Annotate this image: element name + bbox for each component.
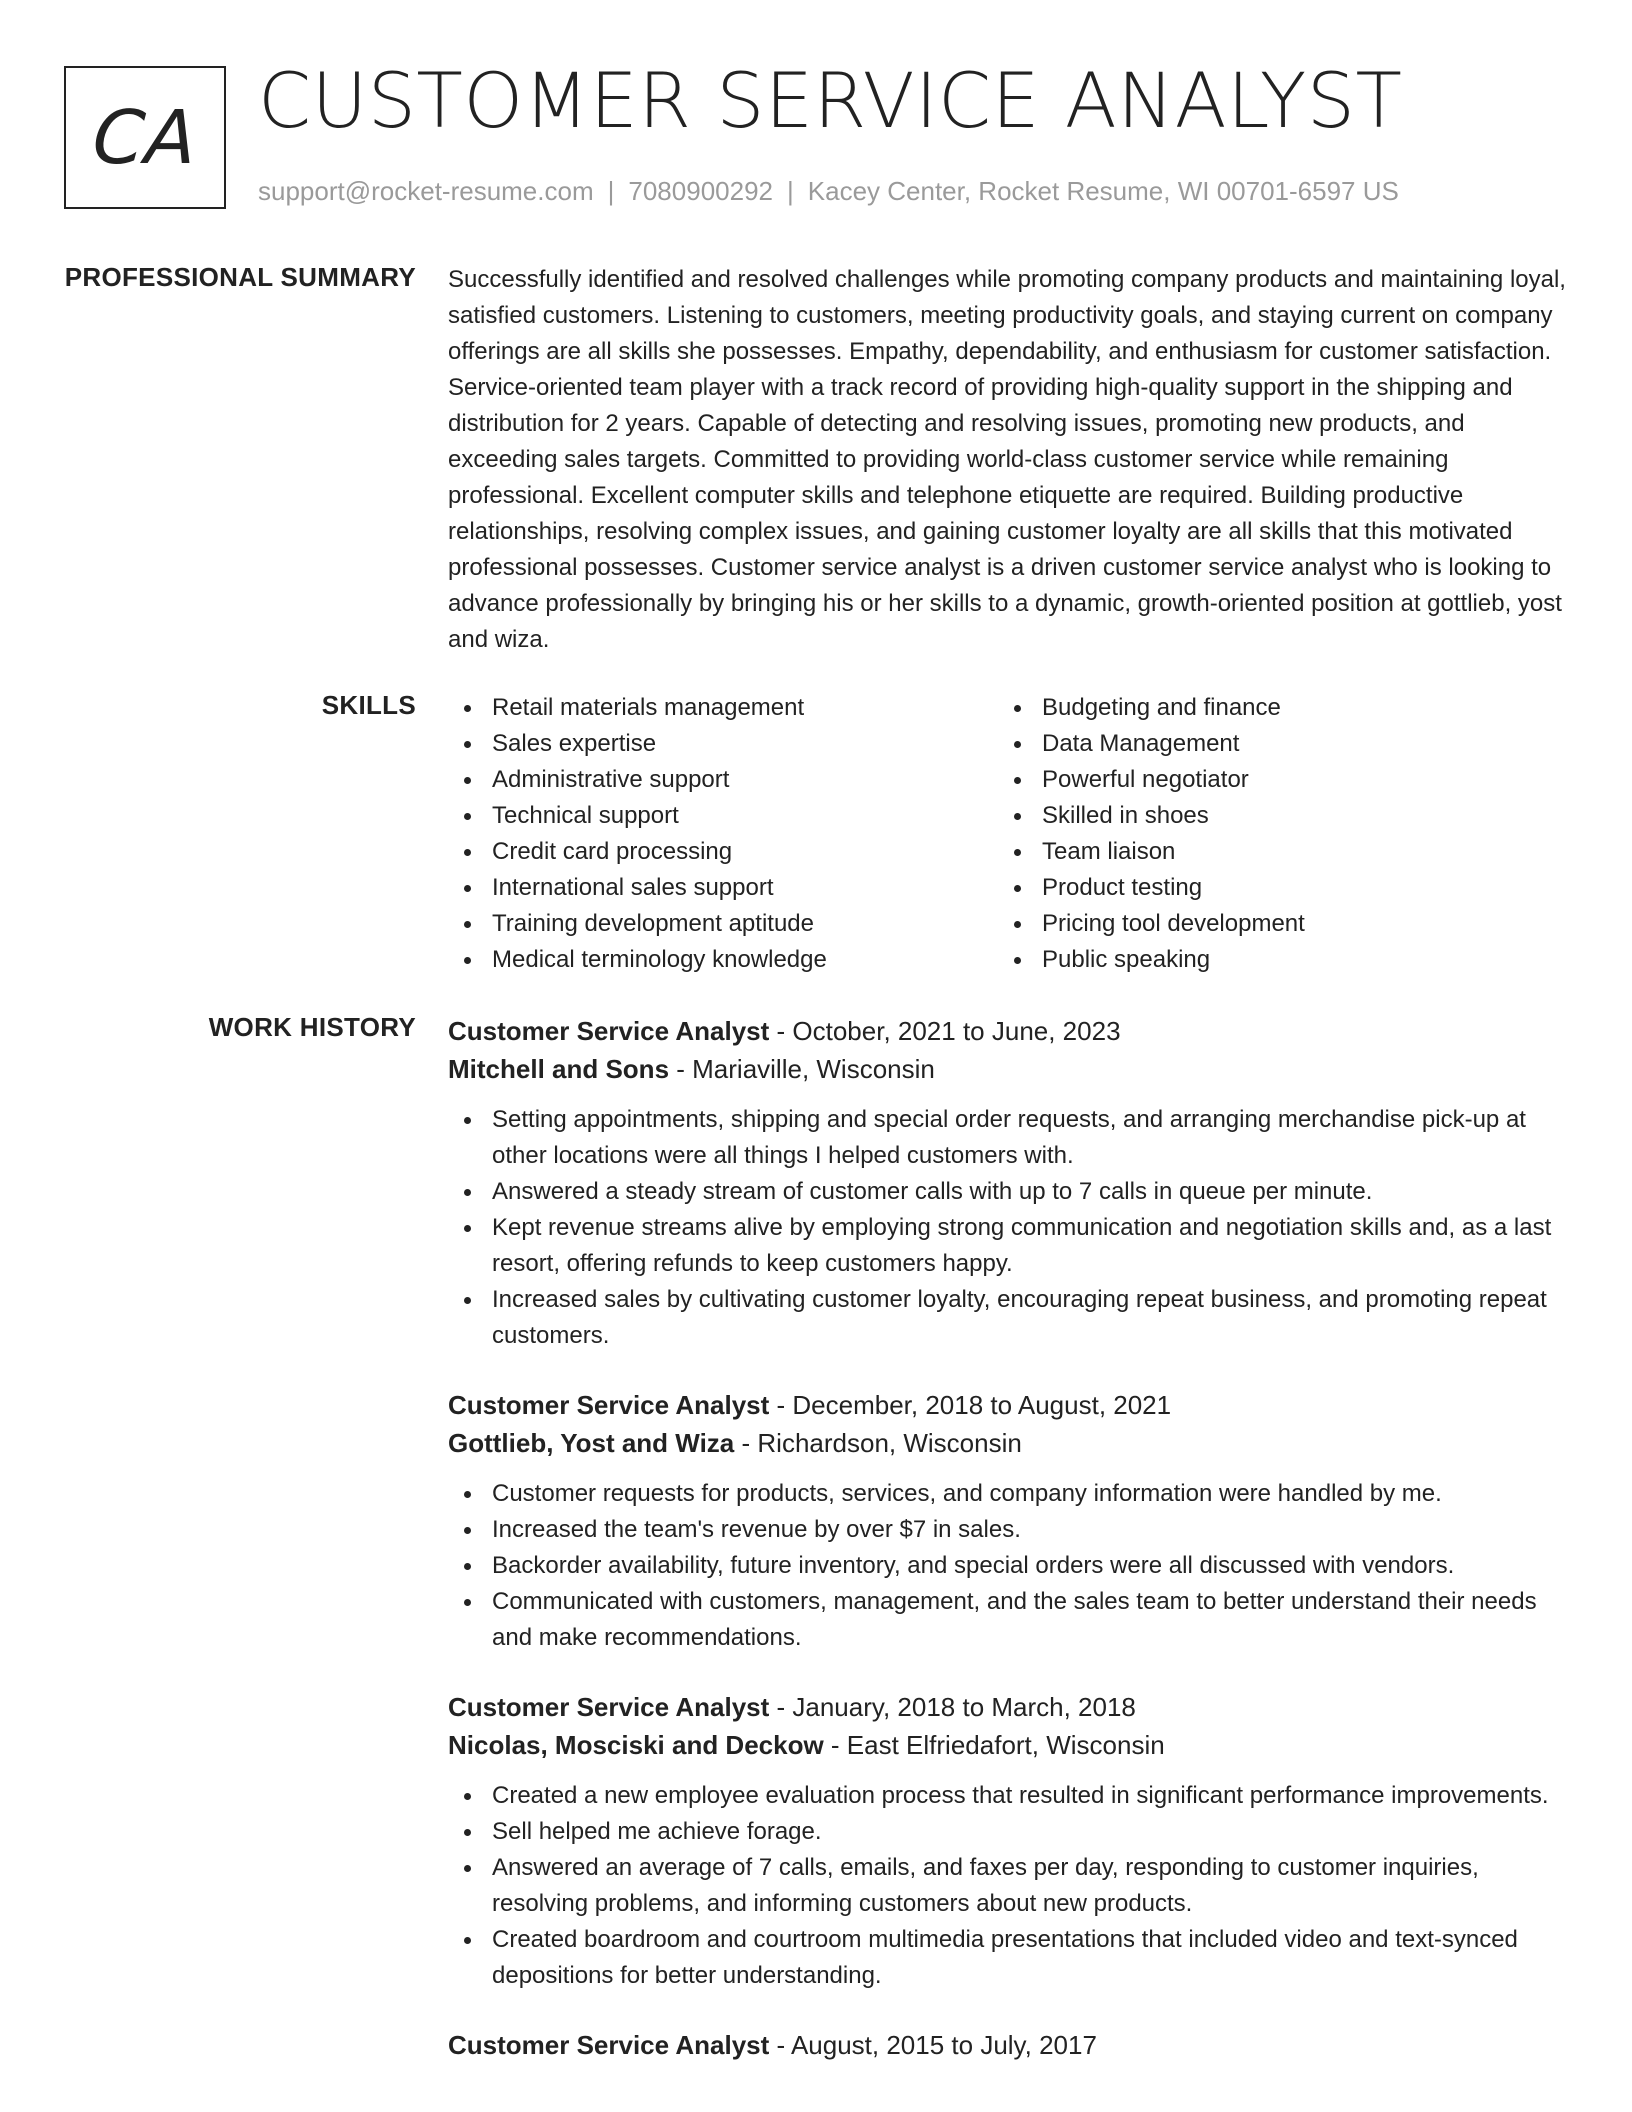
skill-item: Skilled in shoes	[998, 798, 1548, 834]
job-bullets	[448, 1102, 1568, 1354]
monogram-badge	[64, 66, 226, 209]
monogram-initials: CA	[89, 94, 201, 181]
job-company: Gottlieb, Yost and Wiza	[448, 1428, 735, 1458]
job-dates: - October, 2021 to June, 2023	[769, 1016, 1121, 1046]
job-dates: - December, 2018 to August, 2021	[769, 1390, 1172, 1420]
summary-heading: PROFESSIONAL SUMMARY	[64, 262, 416, 292]
job-location: - Mariaville, Wisconsin	[669, 1054, 935, 1084]
job-title-line	[448, 1012, 1568, 1050]
job-title: Customer Service Analyst	[448, 1692, 770, 1722]
skill-item: Data Management	[998, 726, 1548, 762]
skill-item: Team liaison	[998, 834, 1548, 870]
skill-item: Budgeting and finance	[998, 690, 1548, 726]
summary-text: Successfully identified and resolved challenges while promoting company products and maintaining loyal, satisfied customers. Listening to customers, meeting productivity goals, and staying current on company offerings are all skills she possesses. Empathy, dependability, and enthusiasm for customer satisfaction. Service-oriented team player with a track record of providing high-quality support in the shipping and distribution for 2 years. Capable of detecting and resolving issues, promoting new products, and exceeding sales targets. Committed to providing world-class customer service while remaining professional. Excellent computer skills and telephone etiquette are required. Building productive relationships, resolving complex issues, and gaining customer loyalty are all skills that this motivated professional possesses. Customer service analyst is a driven customer service analyst who is looking to advance professionally by bringing his or her skills to a dynamic, growth-oriented position at gottlieb, yost and wiza.	[448, 266, 1566, 653]
skill-item: Administrative support	[448, 762, 998, 798]
job-title: Customer Service Analyst	[448, 2030, 770, 2060]
contact-email: support@rocket-resume.com	[258, 176, 594, 206]
contact-separator: |	[787, 176, 794, 206]
job-company-line	[448, 1726, 1568, 1764]
skill-item: Product testing	[998, 870, 1548, 906]
job-location: - East Elfriedafort, Wisconsin	[823, 1730, 1165, 1760]
job-bullet: Increased the team's revenue by over $7 in sales.	[448, 1512, 1568, 1548]
job-title-line	[448, 1688, 1568, 1726]
skill-item: Training development aptitude	[448, 906, 998, 942]
work-history-heading: WORK HISTORY	[208, 1012, 416, 1042]
job-entry	[448, 1012, 1568, 1354]
skill-item: Technical support	[448, 798, 998, 834]
job-bullet: Communicated with customers, management, and the sales team to better understand their needs and make recommendations.	[448, 1584, 1568, 1656]
job-entry	[448, 1386, 1568, 1656]
job-bullet: Increased sales by cultivating customer loyalty, encouraging repeat business, and promoting repeat customers.	[448, 1282, 1568, 1354]
contact-separator: |	[607, 176, 615, 206]
skill-item: Public speaking	[998, 942, 1548, 978]
skill-item: Medical terminology knowledge	[448, 942, 998, 978]
job-bullet: Created boardroom and courtroom multimedia presentations that included video and text-synced depositions for better understanding.	[448, 1922, 1568, 1994]
resume-title: CUSTOMER SERVICE ANALYST	[258, 56, 1403, 145]
contact-address: Kacey Center, Rocket Resume, WI 00701-6597 US	[807, 176, 1399, 206]
skill-item: Powerful negotiator	[998, 762, 1548, 798]
skills-list-right	[998, 690, 1548, 978]
skills-list-left	[448, 690, 998, 978]
contact-info	[258, 176, 1399, 207]
job-bullet: Setting appointments, shipping and special order requests, and arranging merchandise pick-up at other locations were all things I helped customers with.	[448, 1102, 1568, 1174]
job-entry	[448, 1688, 1568, 1994]
job-title-line	[448, 2026, 1568, 2064]
skill-item: Credit card processing	[448, 834, 998, 870]
skill-item: International sales support	[448, 870, 998, 906]
job-company: Mitchell and Sons	[448, 1054, 670, 1084]
skills-heading: SKILLS	[321, 690, 416, 720]
job-dates: - August, 2015 to July, 2017	[769, 2030, 1097, 2060]
job-title: Customer Service Analyst	[448, 1016, 770, 1046]
job-dates: - January, 2018 to March, 2018	[769, 1692, 1136, 1722]
job-bullet: Sell helped me achieve forage.	[448, 1814, 1568, 1850]
job-entry	[448, 2026, 1568, 2064]
skill-item: Pricing tool development	[998, 906, 1548, 942]
job-bullet: Answered an average of 7 calls, emails, and faxes per day, responding to customer inquiries, resolving problems, and informing customers about new products.	[448, 1850, 1568, 1922]
job-bullet: Customer requests for products, services, and company information were handled by me.	[448, 1476, 1568, 1512]
job-company: Nicolas, Mosciski and Deckow	[448, 1730, 824, 1760]
job-bullets	[448, 1476, 1568, 1656]
job-title-line	[448, 1386, 1568, 1424]
job-bullet: Answered a steady stream of customer calls with up to 7 calls in queue per minute.	[448, 1174, 1568, 1210]
job-bullet: Backorder availability, future inventory, and special orders were all discussed with vendors.	[448, 1548, 1568, 1584]
job-company-line	[448, 1424, 1568, 1462]
skill-item: Sales expertise	[448, 726, 998, 762]
job-title: Customer Service Analyst	[448, 1390, 770, 1420]
contact-phone: 7080900292	[628, 176, 773, 206]
job-company-line	[448, 1050, 1568, 1088]
job-bullets	[448, 1778, 1568, 1994]
job-location: - Richardson, Wisconsin	[734, 1428, 1022, 1458]
job-bullet: Created a new employee evaluation process that resulted in significant performance improvements.	[448, 1778, 1568, 1814]
job-bullet: Kept revenue streams alive by employing strong communication and negotiation skills and, as a last resort, offering refunds to keep customers happy.	[448, 1210, 1568, 1282]
skill-item: Retail materials management	[448, 690, 998, 726]
